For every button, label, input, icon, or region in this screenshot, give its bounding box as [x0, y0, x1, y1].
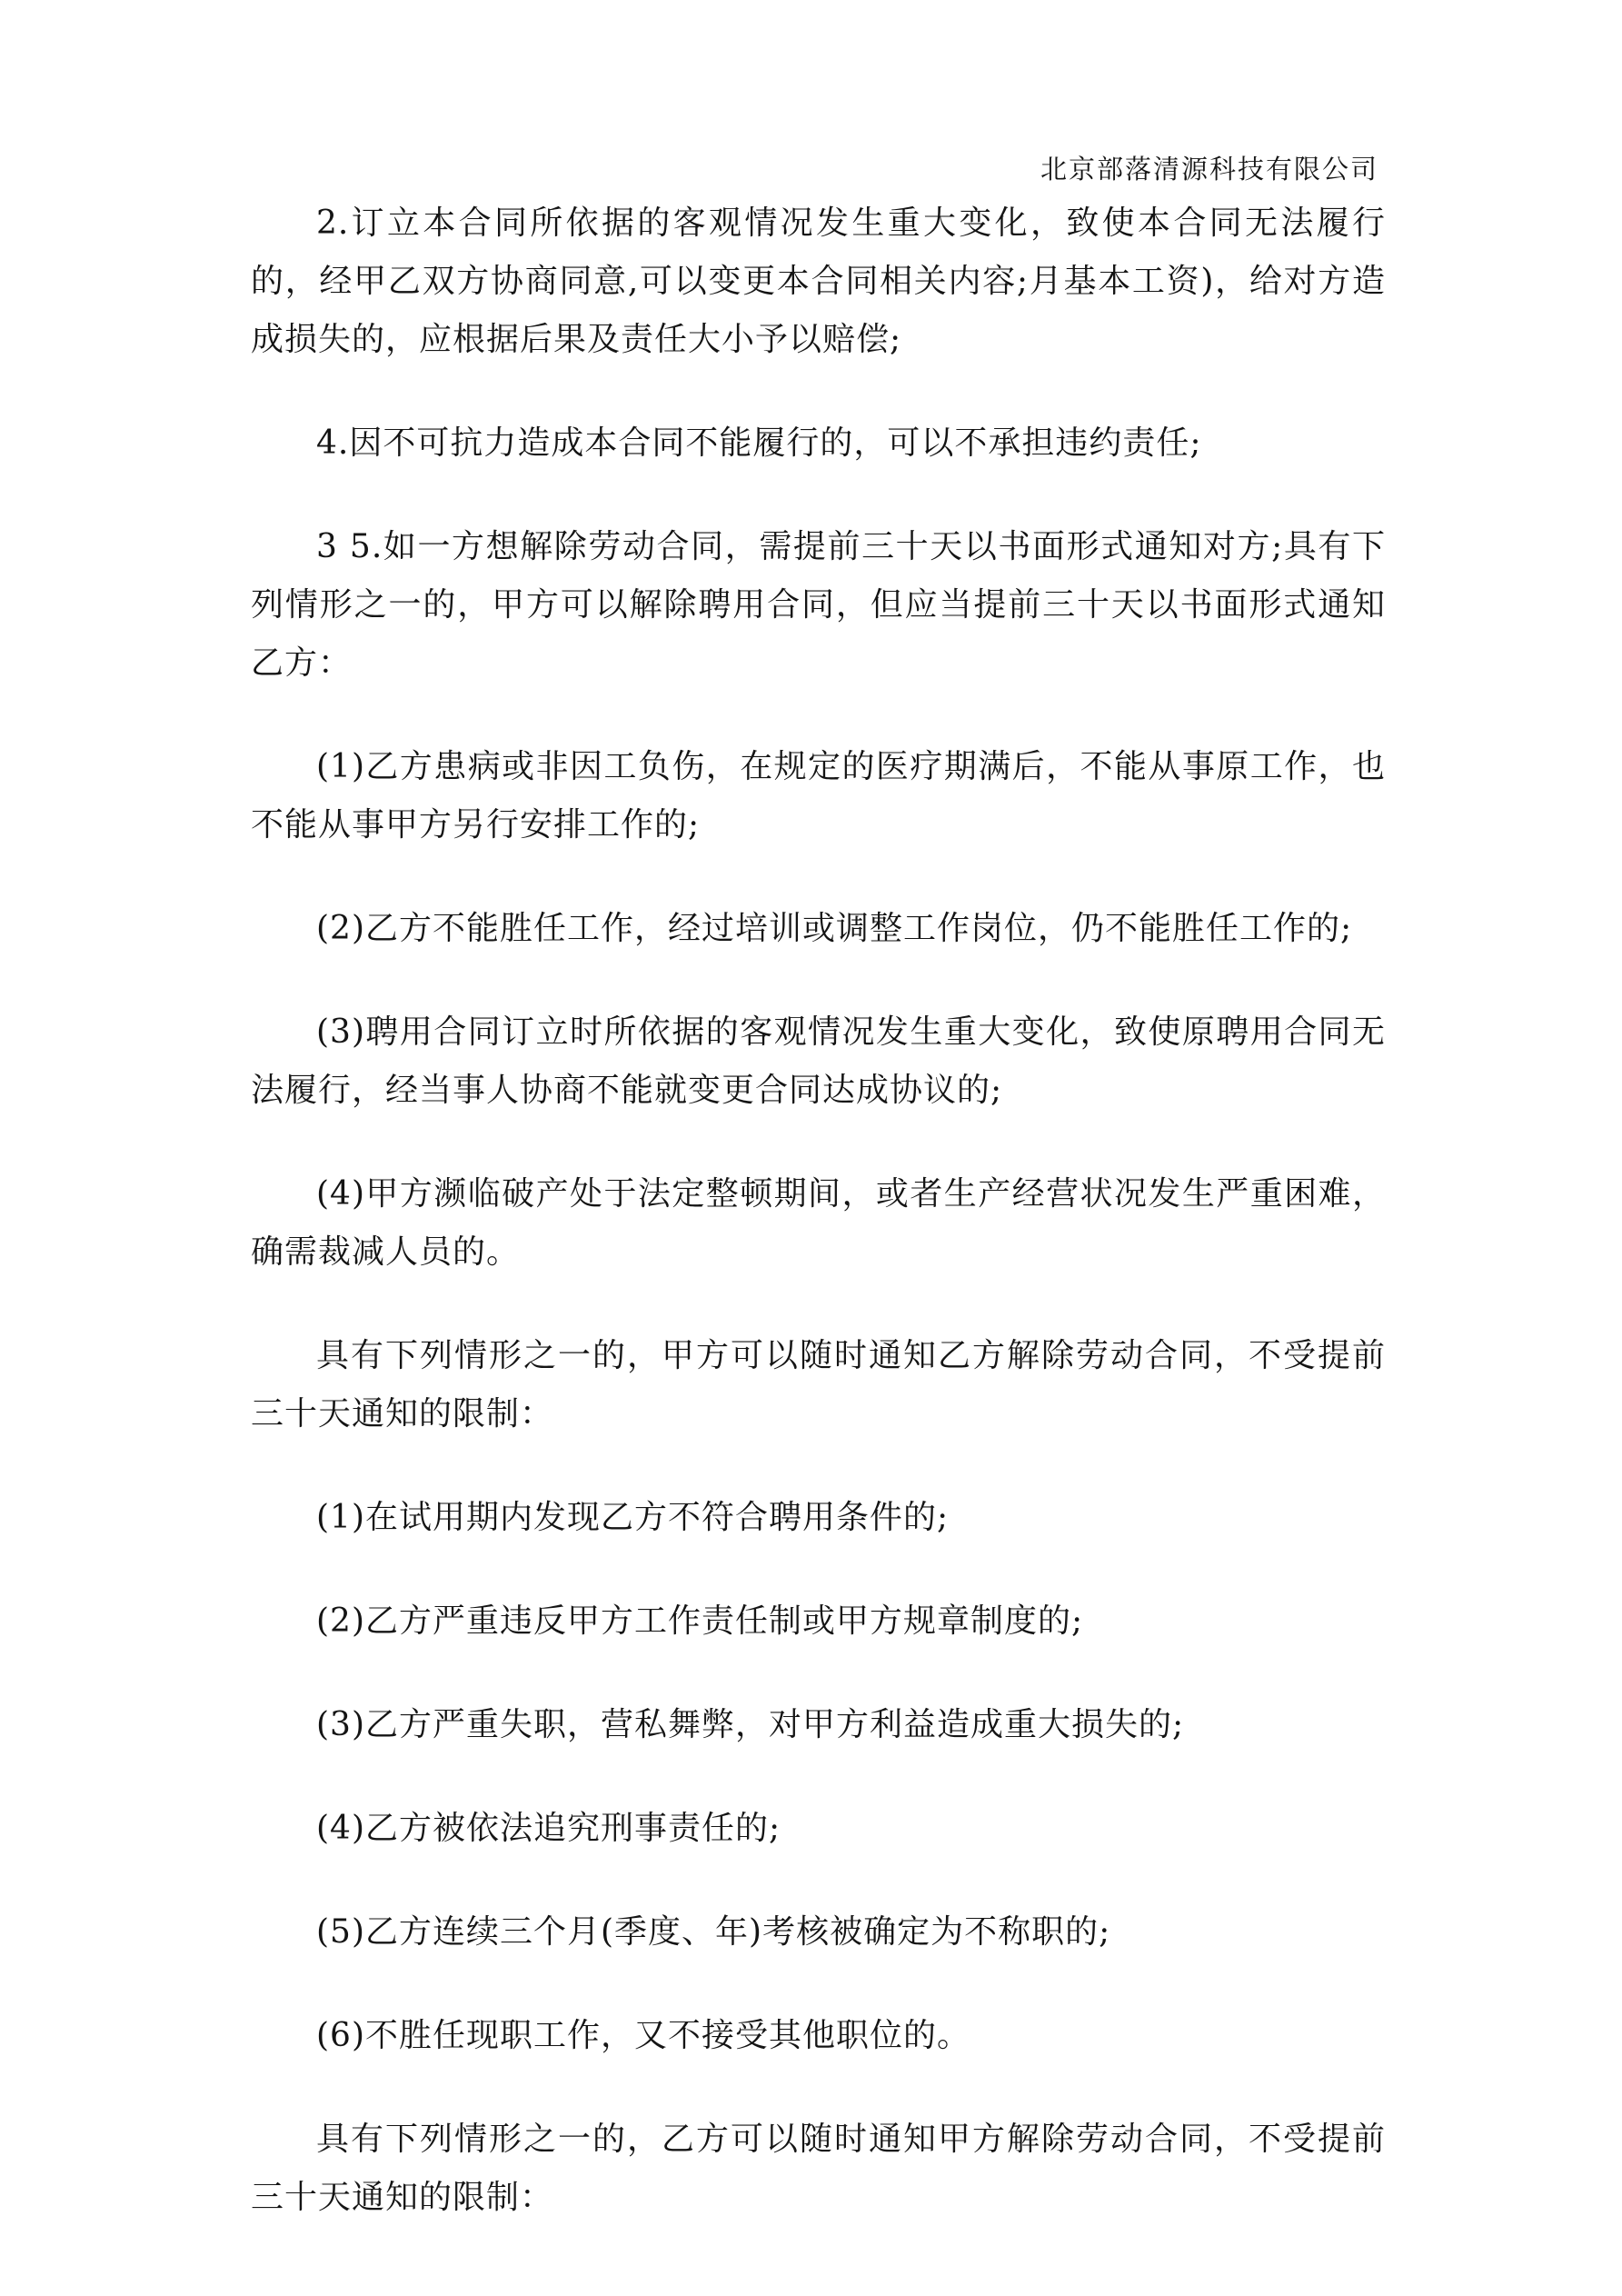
- paragraph-7: (4)甲方濒临破产处于法定整顿期间，或者生产经营状况发生严重困难，确需裁减人员的。: [251, 1175, 1386, 1271]
- paragraph-13: (5)乙方连续三个月(季度、年)考核被确定为不称职的;: [316, 1913, 1111, 1951]
- paragraph-12: (4)乙方被依法追究刑事责任的;: [316, 1810, 781, 1847]
- paragraph-5: (2)乙方不能胜任工作，经过培训或调整工作岗位，仍不能胜任工作的;: [316, 910, 1353, 947]
- paragraph-4: (1)乙方患病或非因工负伤，在规定的医疗期满后，不能从事原工作，也不能从事甲方另行安排工作的;: [251, 748, 1386, 844]
- paragraph-14: (6)不胜任现职工作，又不接受其他职位的。: [316, 2017, 970, 2054]
- paragraph-9: (1)在试用期内发现乙方不符合聘用条件的;: [316, 1499, 950, 1536]
- paragraph-6: (3)聘用合同订立时所依据的客观情况发生重大变化，致使原聘用合同无法履行，经当事人协商不能就变更合同达成协议的;: [251, 1013, 1386, 1109]
- header-company-name: 北京部落清源科技有限公司: [1040, 154, 1378, 185]
- paragraph-3: 3 5.如一方想解除劳动合同，需提前三十天以书面形式通知对方;具有下列情形之一的，甲方可以解除聘用合同，但应当提前三十天以书面形式通知乙方：: [251, 528, 1386, 682]
- paragraph-1: 2.订立本合同所依据的客观情况发生重大变化，致使本合同无法履行的，经甲乙双方协商同意,可以变更本合同相关内容;月基本工资)，给对方造成损失的，应根据后果及责任大小予以赔偿;: [251, 205, 1386, 358]
- document-body: [251, 195, 1386, 2272]
- paragraph-2: 4.因不可抗力造成本合同不能履行的，可以不承担违约责任;: [316, 424, 1202, 462]
- paragraph-10: (2)乙方严重违反甲方工作责任制或甲方规章制度的;: [316, 1602, 1084, 1640]
- paragraph-15: 具有下列情形之一的，乙方可以随时通知甲方解除劳动合同，不受提前三十天通知的限制：: [251, 2121, 1386, 2216]
- paragraph-11: (3)乙方严重失职，营私舞弊，对甲方利益造成重大损失的;: [316, 1706, 1185, 1743]
- paragraph-8: 具有下列情形之一的，甲方可以随时通知乙方解除劳动合同，不受提前三十天通知的限制：: [251, 1337, 1386, 1433]
